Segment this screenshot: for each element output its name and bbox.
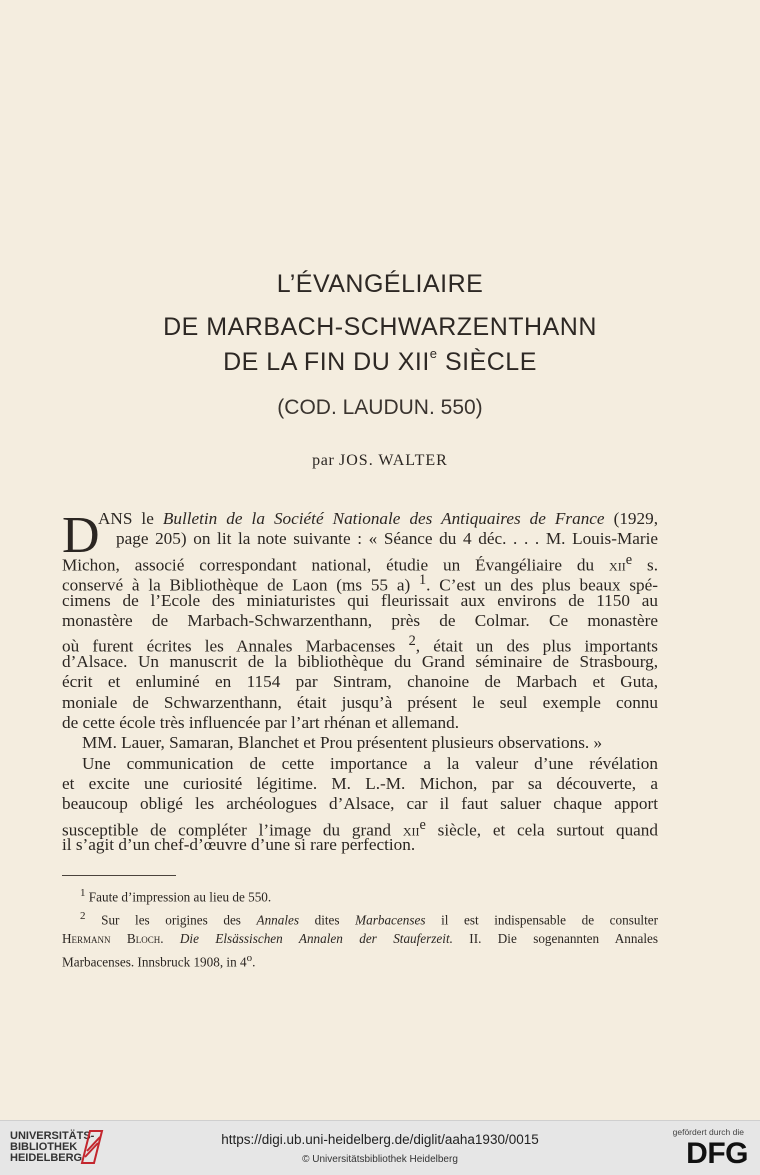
- text-line: cimens de l’Ecole des miniaturistes qui fleurissait aux environs de 1150 au: [62, 590, 658, 610]
- text-line: il s’agit d’un chef-d’œuvre d’une si rare perfection.: [62, 835, 416, 855]
- footnote-2-end: Marbacenses. Innsbruck 1908, in 4$^o$.: [62, 951, 256, 969]
- body-text: [62, 509, 658, 856]
- funder-note: gefördert durch die: [672, 1127, 744, 1137]
- text-line: susceptible de compléter l’image du grand xii$^e$ siècle, et cela surtout quand: [62, 816, 658, 840]
- text-line: écrit et enluminé en 1154 par Sintram, chanoine de Marbach et Guta,: [62, 672, 658, 692]
- dfg-logo[interactable]: DFG: [686, 1137, 748, 1170]
- text-line: ANS le Bulletin de la Société Nationale des Antiquaires de France (1929,: [98, 509, 658, 528]
- viewer-footer: [0, 1120, 760, 1175]
- text-line: beaucoup obligé les archéologues d’Alsace, car il faut saluer chaque apport: [62, 794, 658, 814]
- drop-capital: D: [62, 507, 100, 564]
- footnote-2-cont: Hermann Bloch. Die Elsässischen Annalen der Stauferzeit. II. Die sogenannten Annales: [62, 930, 658, 946]
- text-line: monastère de Marbach-Schwarzenthann, près de Colmar. Ce monastère: [62, 610, 658, 630]
- title-line-2: DE MARBACH-SCHWARZENTHANN: [163, 313, 597, 341]
- author-line: par JOS. WALTER: [312, 452, 448, 469]
- title-line-3: DE LA FIN DU XIIe SIÈCLE: [223, 346, 537, 376]
- library-logo[interactable]: UNIVERSITÄTS- BIBLIOTHEK HEIDELBERG: [10, 1130, 95, 1164]
- footnote-rule: [62, 875, 176, 876]
- text-line: où furent écrites les Annales Marbacenses $^2$, était un des plus importants: [62, 633, 658, 657]
- copyright-notice: © Universitätsbibliothek Heidelberg: [302, 1154, 458, 1165]
- footnote-ref-1: 1: [419, 572, 427, 589]
- footnotes: [62, 884, 658, 972]
- paragraph-2: MM. Lauer, Samaran, Blanchet et Prou présentent plusieurs observations. »: [82, 733, 603, 753]
- text-line: de cette école très influencée par l’art rhénan et allemand.: [62, 712, 459, 732]
- text-line: Michon, associé correspondant national, étudie un Évangéliaire du xii$^e$ s.: [62, 551, 658, 575]
- text-line: d’Alsace. Un manuscrit de la bibliothèque du Grand séminaire de Strasbourg,: [62, 651, 658, 671]
- author-name: JOS. WALTER: [339, 452, 448, 469]
- footnote-2: $^2$ Sur les origines des Annales dites Marbacenses il est indispensable de consulter: [80, 909, 658, 928]
- text-line: Une communication de cette importance a la valeur d’une révélation: [82, 753, 658, 773]
- permalink-url[interactable]: https://digi.ub.uni-heidelberg.de/diglit/aaha1930/0015: [221, 1132, 539, 1147]
- text-line: conservé à la Bibliothèque de Laon (ms 55 a) $^1$. C’est un des plus beaux spé-: [62, 572, 658, 595]
- footnote-ref-2: 2: [408, 633, 416, 650]
- text-line: et excite une curiosité légitime. M. L.-M. Michon, par sa découverte, a: [62, 774, 658, 794]
- text-line: moniale de Schwarzenthann, était jusqu’à présent le seul exemple connu: [62, 692, 658, 712]
- footnote-1: $^1$ Faute d’impression au lieu de 550.: [80, 887, 272, 905]
- text-line: page 205) on lit la note suivante : « Séance du 4 déc. . . . M. Louis-Marie: [116, 529, 658, 549]
- title-line-1: L’ÉVANGÉLIAIRE: [276, 270, 484, 298]
- codex-reference: (COD. LAUDUN. 550): [277, 396, 483, 419]
